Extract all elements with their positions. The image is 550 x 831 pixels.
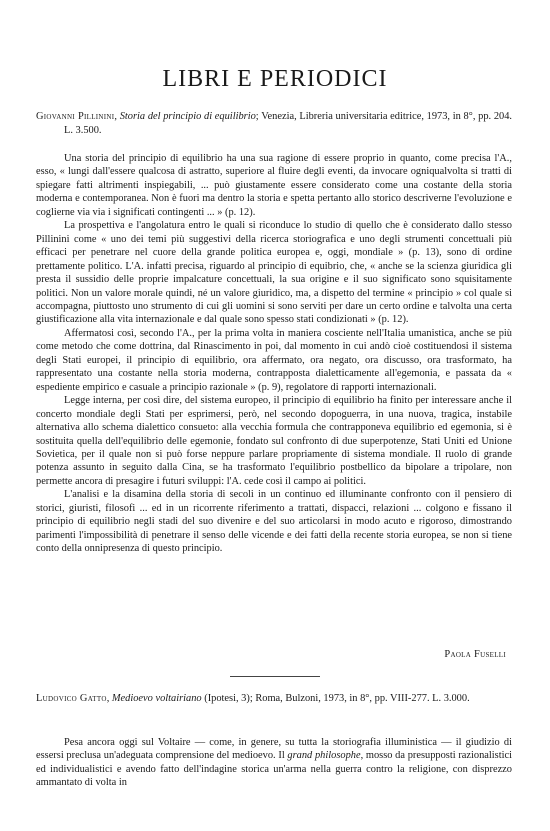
review2-bibliography: Ludovico Gatto, Medioevo voltairiano (Ipotesi, 3); Roma, Bulzoni, 1973, in 8°, pp. VIII-277. L. 3.000. xyxy=(36,693,470,704)
review1-paragraph: Una storia del principio di equilibrio ha una sua ragione di essere proprio in quanto, come precisa l'A., esso, « lungi dall'essere qualcosa di astratto, superiore al fluire degli eventi, da invocare ogniqualvolta si tratti di spiegare fatti altrimenti inspiegabili, ... può giustamente essere considerato come una costante della storia moderna e contemporanea. Non è fuori ma dentro la storia e spetta pertanto allo storico descriverne l'evoluzione e coglierne via via i significati contingenti ... » (p. 12). xyxy=(36,153,512,218)
review1-reviewer: Paola Fuselli xyxy=(444,649,506,660)
review1-publication: ; Venezia, Libreria universitaria editrice, 1973, in 8°, pp. 204. L. 3.500. xyxy=(64,111,513,136)
review2-text-b: , mosso da presupposti razionalistici ed individualistici e avendo fatto dell'indagine storica un'arma nella guerra contro la religione, con disprezzo ammantato di volta in xyxy=(36,750,512,789)
review2-heading xyxy=(36,692,512,706)
review1-paragraph: Legge interna, per così dire, del sistema europeo, il principio di equilibrio ha finito per interessare anche il concerto mondiale degli Stati per esprimersi, però, nel secondo dopoguerra, in una nuova, tragica, instabile alternativa allo schema dialettico consueto: alla vecchia formula che contrapponeva equilibrio ed egemonia, si è sostituita quella dell'equilibrio delle egemonie, fondato sul confronto di due superpotenze, Stati Uniti ed Unione Sovietica, per il quale non si può forse neppure parlare propriamente di sistema mondiale. Il ruolo di grande potenza assunto in seguito dalla Cina, se ha trasformato l'equilibrio postbellico da bipolare a tripolare, non permette ancora di presagire i futuri sviluppi: l'A. cede così il campo ai politici. xyxy=(36,395,512,487)
review2-publication: (Ipotesi, 3); Roma, Bulzoni, 1973, in 8°, pp. VIII-277. L. 3.000. xyxy=(201,693,470,704)
review2-body xyxy=(36,736,512,790)
review2-text-italic: grand philosophe xyxy=(287,750,361,762)
review1-body xyxy=(36,152,512,556)
review1-bibliography: Giovanni Pillinini, Storia del principio di equilibrio; Venezia, Libreria universitaria editrice, 1973, in 8°, pp. 204. L. 3.500. xyxy=(36,111,513,136)
review2-paragraph xyxy=(36,736,512,790)
page-title: LIBRI E PERIODICI xyxy=(162,66,388,93)
review2-book-title: Medioevo voltairiano xyxy=(111,693,202,704)
review1-paragraph: L'analisi e la disamina della storia di secoli in un continuo ed illuminante confronto con il pensiero di storici, giuristi, filosofi ... ed in un ricorrente riferimento a trattati, dispacci, relazioni ... colgono e fissano il principio di equilibrio negli stadi del suo divenire e del suo articolarsi in modo acuto e rigoroso, dimostrando parimenti l'impossibilità di penetrare il senso delle vicende e dei fatti della recente storia europea, se non si tiene conto della onnipresenza di questo principio. xyxy=(36,489,512,555)
review2-text-a: Pesa ancora oggi sul Voltaire — come, in genere, su tutta la storiografia illuministica — il giudizio di essersi preclusa un'adeguata comprensione del medioevo. Il xyxy=(36,737,512,762)
review1-heading xyxy=(36,110,512,138)
section-divider xyxy=(230,676,320,677)
review1-paragraph: Affermatosi così, secondo l'A., per la prima volta in maniera cosciente nell'Italia umanistica, anche se più come metodo che come dottrina, dal Rinascimento in poi, dal momento in cui andò cioè costituendosi il sistema degli Stati europei, il principio di equilibrio, ora affermato, ora negato, ora discusso, ora trasformato, ha rappresentato una costante nella storia moderna, contrapposta dialetticamente all'egemonia, e passata da « espediente empirico e casuale a principio razionale » (p. 9), regolatore di rapporti internazionali. xyxy=(36,327,512,393)
review1-author: Giovanni Pillinini xyxy=(36,111,115,122)
review2-author: Ludovico Gatto xyxy=(36,693,107,704)
review1-paragraph: La prospettiva e l'angolatura entro le quali si riconduce lo studio di quello che è considerato dallo stesso Pillinini come « uno dei temi più suggestivi della ricerca storiografica e uno degli strumenti concettuali più efficaci per penetrare nel cuore della grande politica europea e, oggi, mondiale » (p. 13), sono di ordine prettamente politico. L'A. infatti precisa, riguardo al principio di equibrio, che, « anche se la scienza giuridica gli presta il sussidio delle proprie impalcature concettuali, la sua origine e il suo significato sono squisitamente politici. Non un valore morale quindi, né un valore giuridico, ma, a dispetto del termine « principio » col quale si accompagna, piuttosto uno strumento di cui gli uomini si sono serviti per dare un certo ordine e talvolta una certa giustificazione alla vita internazionale e dal quale sono spesso stati condizionati » (p. 12). xyxy=(36,220,512,326)
review1-book-title: Storia del principio di equilibrio xyxy=(119,111,256,122)
